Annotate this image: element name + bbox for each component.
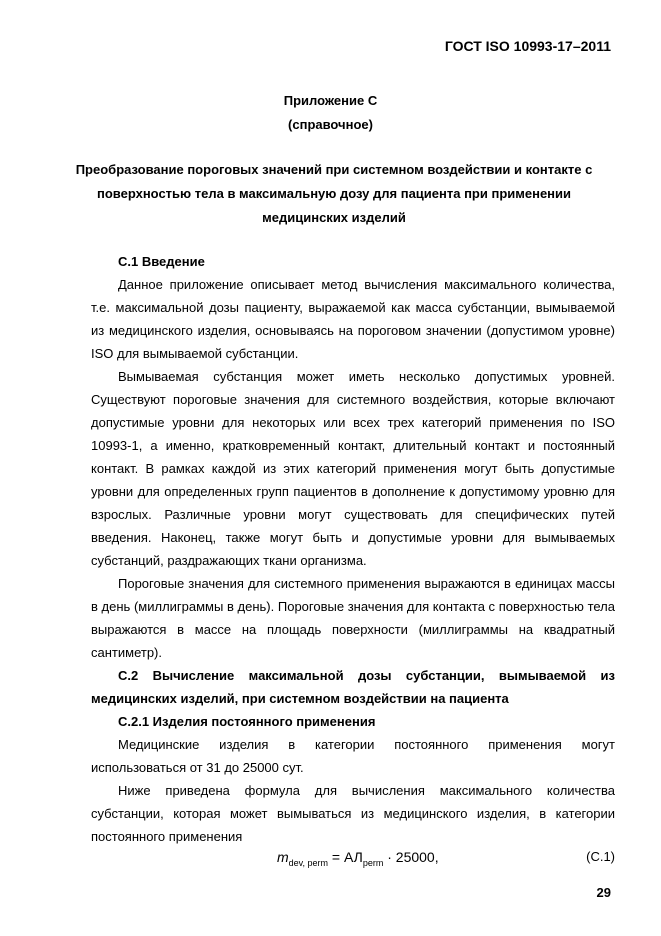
page-number: 29 bbox=[596, 885, 611, 900]
formula-al-sub: perm bbox=[362, 857, 384, 868]
paragraph: Вымываемая субстанция может иметь несколько допустимых уровней. Существуют пороговые значения для системного воздействия, которые включают допустимые уровни для некоторых или всех трех категорий применения по ISO 10993-1, а именно, кратковременный контакт, длительный контакт и постоянный контакт. В рамках каждой из этих категорий применения могут быть допустимые уровни для определенных групп пациентов в дополнение к допустимому уровню для взрослых. Различные уровни могут существовать для специфических путей введения. Наконец, также могут быть и допустимые уровни для вымываемых субстанций, раздражающих ткани организма. bbox=[91, 369, 615, 568]
appendix-type: (справочное) bbox=[288, 117, 373, 132]
formula-m-sub: dev, perm bbox=[288, 857, 329, 868]
paragraph: Медицинские изделия в категории постоянного применения могут использоваться от 31 до 25000 сут. bbox=[91, 737, 615, 775]
formula-number: (С.1) bbox=[586, 849, 615, 864]
section-heading-c1: С.1 Введение bbox=[118, 254, 205, 269]
formula-rest: · 25000, bbox=[383, 849, 439, 865]
appendix-title: Преобразование пороговых значений при системном воздействии и контакте с поверхностью тела в максимальную дозу для пациента при применении медицинских изделий bbox=[75, 162, 593, 225]
paragraph: Ниже приведена формула для вычисления максимального количества субстанции, которая может вымываться из медицинского изделия, в категории постоянного применения bbox=[91, 783, 615, 844]
formula-c1 bbox=[91, 849, 615, 873]
paragraph: Данное приложение описывает метод вычисления максимального количества, т.е. максимальной дозы пациенту, выражаемой как масса субстанции, вымываемой из медицинского изделия, основываясь на пороговом значении (допустимом уровне) ISO для вымываемой субстанции. bbox=[91, 277, 615, 361]
paragraph: Пороговые значения для системного применения выражаются в единицах массы в день (миллиграммы в день). Пороговые значения для контакта с поверхностью тела выражаются в массе на площадь поверхности (миллиграммы на квадратный сантиметр). bbox=[91, 576, 615, 660]
section-heading-c2: С.2 Вычисление максимальной дозы субстанции, вымываемой из медицинских изделий, при системном воздействии на пациента bbox=[91, 668, 615, 706]
formula-m: m bbox=[277, 849, 289, 865]
standard-header: ГОСТ ISO 10993-17–2011 bbox=[444, 38, 611, 54]
formula-expression bbox=[277, 849, 439, 868]
formula-eq: = АЛ bbox=[328, 849, 363, 865]
appendix-label: Приложение С bbox=[283, 93, 378, 108]
body-text bbox=[91, 250, 615, 848]
section-heading-c21: С.2.1 Изделия постоянного применения bbox=[118, 714, 376, 729]
